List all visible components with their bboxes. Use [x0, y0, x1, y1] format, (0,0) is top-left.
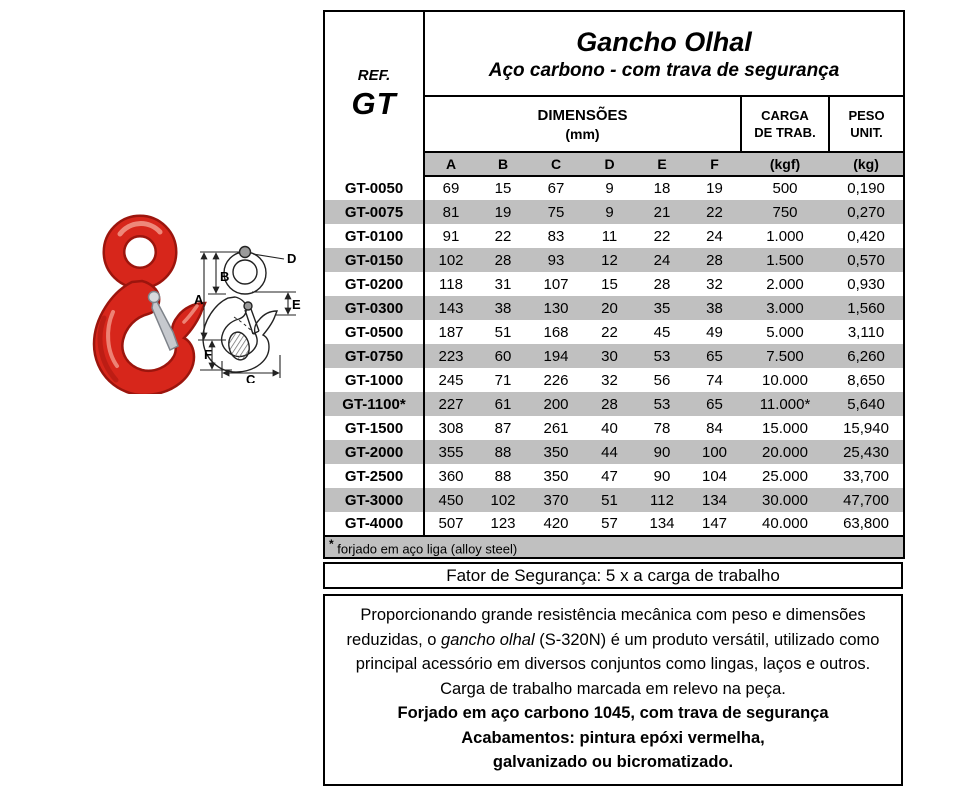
col-header-f: F [688, 152, 741, 176]
cell: 5,640 [847, 395, 885, 413]
cell: 370 [543, 491, 569, 509]
page-title: Gancho Olhal [576, 26, 752, 57]
cell: 0,570 [847, 251, 885, 269]
col-header-c: C [529, 152, 583, 176]
title-cell [424, 11, 904, 96]
cell: 130 [543, 299, 569, 317]
cell: 15 [494, 180, 512, 197]
dim-label-c: C [246, 372, 256, 383]
cell: 9 [605, 180, 614, 197]
cell: 20.000 [762, 443, 808, 461]
cell: 53 [653, 395, 671, 413]
row-ref: GT-0300 [324, 296, 424, 320]
description-bold-line: galvanizado ou bicromatizado. [492, 753, 734, 771]
cell: 11.000* [759, 395, 811, 413]
cell: 18 [653, 180, 671, 197]
cell: 47,700 [843, 491, 889, 509]
cell: 226 [543, 371, 569, 389]
cell: 30.000 [762, 491, 808, 509]
footnote [324, 536, 904, 558]
table-row [324, 464, 904, 488]
cell: 2.000 [766, 275, 804, 293]
cell: 200 [543, 395, 569, 413]
cell: 102 [438, 251, 464, 269]
cell: 19 [494, 203, 512, 221]
cell: 168 [543, 323, 569, 341]
cell: 87 [494, 419, 512, 437]
cell: 100 [701, 443, 728, 461]
cell: 11 [601, 227, 618, 245]
cell: 107 [543, 275, 569, 293]
dim-label-f: F [204, 347, 212, 362]
col-header-kgf: (kgf) [741, 152, 829, 176]
description-segment-italic: gancho olhal [441, 630, 535, 649]
cell: 20 [601, 299, 618, 317]
dim-label-e: E [292, 297, 301, 312]
cell: 0,270 [847, 203, 885, 221]
row-ref: GT-1100* [324, 392, 424, 416]
cell: 28 [494, 251, 512, 269]
cell: 9 [605, 203, 614, 221]
dimensions-label: DIMENSÕES [537, 106, 628, 124]
col-header-kg: (kg) [829, 152, 904, 176]
col-header-e: E [636, 152, 688, 176]
cell: 308 [438, 419, 464, 437]
cell: 123 [490, 515, 516, 532]
cell: 44 [601, 443, 618, 461]
cell: 500 [772, 180, 798, 197]
cell: 0,420 [847, 227, 885, 245]
cell: 33,700 [843, 467, 889, 485]
cell: 51 [601, 491, 618, 509]
cell: 75 [547, 203, 565, 221]
cell: 31 [494, 275, 512, 293]
hook-diagram [192, 243, 308, 383]
row-ref: GT-0200 [324, 272, 424, 296]
table-row [324, 296, 904, 320]
cell: 194 [543, 347, 569, 365]
cell: 61 [494, 395, 512, 413]
row-ref: GT-2500 [324, 464, 424, 488]
load-label-2: DE TRAB. [754, 125, 816, 140]
cell: 15,940 [843, 419, 889, 437]
cell: 112 [650, 491, 674, 509]
table-row [324, 488, 904, 512]
row-ref: GT-0500 [324, 320, 424, 344]
cell: 3,110 [847, 323, 885, 341]
latch-pivot [149, 292, 160, 303]
cell: 90 [653, 467, 671, 485]
ref-cell [324, 11, 424, 176]
cell: 355 [438, 443, 464, 461]
cell: 25,430 [843, 443, 889, 461]
dim-label-a: A [194, 292, 204, 307]
table-row [324, 368, 904, 392]
cell: 32 [601, 371, 618, 389]
cell: 8,650 [847, 371, 885, 389]
row-ref: GT-4000 [324, 512, 424, 536]
cell: 69 [442, 180, 460, 197]
eye-section-dot [240, 247, 251, 258]
cell: 65 [706, 395, 723, 413]
table-body [324, 176, 904, 536]
cell: 22 [601, 323, 618, 341]
table-head [324, 11, 904, 176]
cell: 7.500 [766, 347, 804, 365]
col-header-a: A [424, 152, 477, 176]
row-ref: GT-2000 [324, 440, 424, 464]
cell: 30 [601, 347, 618, 365]
dimensions-unit: (mm) [565, 125, 600, 142]
hook-photo [80, 210, 208, 394]
cell: 90 [653, 443, 671, 461]
cell: 51 [494, 323, 512, 341]
table-row [324, 440, 904, 464]
cell: 40 [601, 419, 618, 437]
hook-body-group [94, 224, 205, 394]
cell: 83 [547, 227, 565, 245]
row-ref: GT-3000 [324, 488, 424, 512]
table-row [324, 344, 904, 368]
cell: 81 [442, 203, 460, 221]
cell: 53 [653, 347, 671, 365]
cell: 38 [706, 299, 723, 317]
spec-table [323, 10, 905, 559]
cell: 350 [543, 467, 569, 485]
description-line: Proporcionando grande resistência mecânica com peso e dimensões [360, 606, 866, 624]
cell: 28 [653, 275, 671, 293]
table-row [324, 248, 904, 272]
cell: 15.000 [762, 419, 808, 437]
working-load-header [741, 96, 829, 152]
cell: 25.000 [762, 467, 808, 485]
unit-weight-header [829, 96, 904, 152]
row-ref: GT-1500 [324, 416, 424, 440]
col-header-d: D [583, 152, 636, 176]
cell: 0,190 [847, 180, 885, 197]
row-ref: GT-0750 [324, 344, 424, 368]
ref-code: GT [351, 85, 397, 121]
cell: 134 [701, 491, 728, 509]
row-ref: GT-0150 [324, 248, 424, 272]
ref-label: REF. [357, 66, 391, 84]
cell: 56 [653, 371, 671, 389]
cell: 22 [653, 227, 671, 245]
cell: 78 [653, 419, 671, 437]
cell: 350 [543, 443, 569, 461]
weight-label-2: UNIT. [850, 125, 883, 140]
cell: 187 [438, 323, 464, 341]
dimensions-header [424, 96, 741, 152]
cell: 57 [601, 515, 618, 532]
table-row [324, 320, 904, 344]
weight-label-1: PESO [848, 108, 885, 123]
cell: 28 [706, 251, 723, 269]
cell: 28 [601, 395, 618, 413]
description-box [323, 594, 903, 786]
description-line: principal acessório em diversos conjuntos como lingas, laços e outros. [355, 655, 871, 673]
page-subtitle: Aço carbono - com trava de segurança [488, 59, 840, 81]
spec-sheet [323, 10, 903, 786]
table-row [324, 512, 904, 536]
table-row [324, 200, 904, 224]
cell: 6,260 [847, 347, 885, 365]
product-figure [60, 205, 315, 405]
row-ref: GT-0075 [324, 200, 424, 224]
cell: 360 [438, 467, 464, 485]
footnote-marker: * [329, 537, 334, 552]
dim-label-b: B [220, 269, 230, 284]
cell: 1,560 [847, 299, 885, 317]
cell: 245 [438, 371, 464, 389]
diagram-outline [203, 247, 277, 373]
cell: 35 [653, 299, 671, 317]
cell: 63,800 [843, 515, 889, 532]
cell: 22 [706, 203, 723, 221]
cell: 24 [653, 251, 671, 269]
cell: 32 [706, 275, 723, 293]
cell: 45 [653, 323, 671, 341]
cell: 88 [494, 467, 512, 485]
cell: 24 [706, 227, 723, 245]
cell: 1.000 [766, 227, 804, 245]
cell: 227 [438, 395, 464, 413]
cell: 84 [706, 419, 723, 437]
dim-label-d: D [287, 251, 297, 266]
footnote-text: forjado em aço liga (alloy steel) [333, 541, 518, 557]
cell: 143 [438, 299, 464, 317]
cell: 750 [772, 203, 798, 221]
cell: 93 [547, 251, 565, 269]
description-segment: (S-320N) é um produto versátil, utilizado como [534, 630, 880, 649]
row-ref: GT-0100 [324, 224, 424, 248]
cell: 3.000 [766, 299, 804, 317]
table-row [324, 416, 904, 440]
cell: 21 [653, 203, 671, 221]
cell: 38 [494, 299, 512, 317]
cell: 12 [601, 251, 618, 269]
cell: 102 [490, 491, 516, 509]
description-bold-line: Forjado em aço carbono 1045, com trava de segurança [397, 704, 829, 722]
cell: 507 [438, 515, 464, 532]
description-line: Carga de trabalho marcada em relevo na peça. [440, 679, 786, 698]
cell: 147 [701, 515, 728, 532]
cell: 40.000 [762, 515, 808, 532]
cell: 223 [438, 347, 464, 365]
cell: 47 [601, 467, 618, 485]
cell: 134 [649, 515, 675, 532]
description-line [331, 628, 895, 653]
row-ref: GT-1000 [324, 368, 424, 392]
col-header-b: B [477, 152, 529, 176]
cell: 0,930 [847, 275, 885, 293]
load-label-1: CARGA [761, 108, 809, 123]
cell: 104 [701, 467, 728, 485]
diagram-latch-pivot [244, 302, 252, 310]
description-bold-line: Acabamentos: pintura epóxi vermelha, [461, 728, 765, 747]
table-row [324, 176, 904, 200]
table-row [324, 272, 904, 296]
cell: 1.500 [766, 251, 804, 269]
cell: 15 [601, 275, 618, 293]
cell: 10.000 [762, 371, 808, 389]
cell: 65 [706, 347, 723, 365]
description-segment: reduzidas, o [346, 630, 442, 649]
cell: 5.000 [766, 323, 804, 341]
cell: 420 [543, 515, 569, 532]
table-foot [324, 536, 904, 558]
cell: 91 [442, 227, 460, 245]
table-row [324, 392, 904, 416]
cell: 450 [438, 491, 464, 509]
row-ref: GT-0050 [324, 176, 424, 200]
cell: 67 [547, 180, 565, 197]
table-row [324, 224, 904, 248]
safety-factor-note: Fator de Segurança: 5 x a carga de trabalho [323, 562, 903, 589]
cell: 60 [494, 347, 512, 365]
cell: 49 [706, 323, 723, 341]
cell: 19 [706, 180, 723, 197]
diagram-eye-hole [233, 260, 257, 284]
cell: 261 [543, 419, 569, 437]
cell: 118 [439, 275, 463, 293]
cell: 74 [706, 371, 723, 389]
cell: 22 [494, 227, 512, 245]
cell: 88 [494, 443, 512, 461]
cell: 71 [494, 371, 512, 389]
